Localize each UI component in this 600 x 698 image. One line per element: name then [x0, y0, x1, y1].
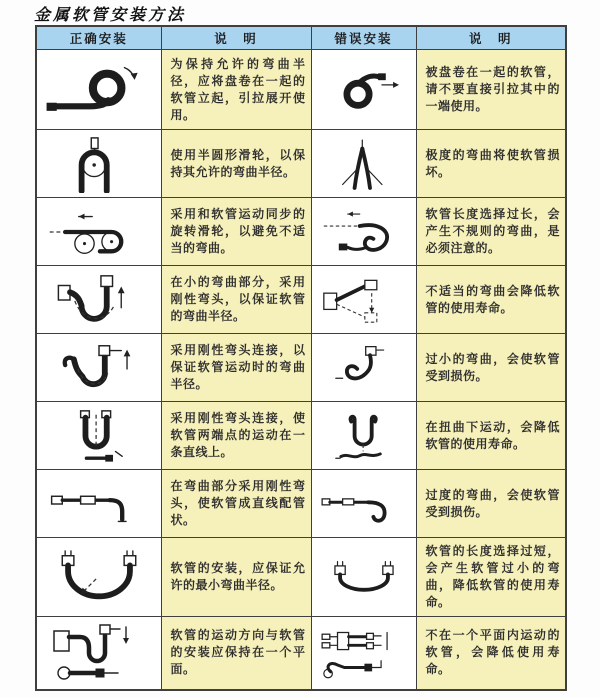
- sharp-v-bend-hose-icon: [311, 266, 416, 334]
- different-planes-hoses-icon: [311, 617, 416, 690]
- one-plane-motion-hose-icon: [36, 617, 161, 690]
- u-hose-rigid-elbows-icon: [36, 266, 161, 334]
- table-row: [36, 334, 566, 402]
- note-correct: 使用半圆形滑轮，以保持其允许的弯曲半径。: [161, 130, 311, 198]
- coiled-hose-pulled-end-icon: [311, 50, 416, 130]
- note-wrong: 过度的弯曲，会使软管受到损伤。: [416, 470, 566, 538]
- header-correct-install: 正确安装: [36, 26, 161, 50]
- note-wrong: 极度的弯曲将使软管损坏。: [416, 130, 566, 198]
- irregular-loop-long-hose-icon: [311, 198, 416, 266]
- u-hose-elbow-connection-icon: [36, 334, 161, 402]
- note-wrong: 软管长度选择过长，会产生不规则的弯曲，是必须注意的。: [416, 198, 566, 266]
- header-explanation-1: 说 明: [161, 26, 311, 50]
- narrow-u-straight-line-icon: [36, 402, 161, 470]
- header-row: [36, 26, 566, 50]
- header-wrong-install: 错误安装: [311, 26, 416, 50]
- shallow-u-short-hose-icon: [311, 538, 416, 617]
- header-explanation-2: 说 明: [416, 26, 566, 50]
- note-wrong: 在扭曲下运动，会降低软管的使用寿命。: [416, 402, 566, 470]
- semicircular-pulley-hose-icon: [36, 130, 161, 198]
- note-correct: 在小的弯曲部分，采用刚性弯头，以保证软管的弯曲半径。: [161, 266, 311, 334]
- overbent-elbow-hose-icon: [311, 470, 416, 538]
- coiled-hose-stood-up-icon: [36, 50, 161, 130]
- table-row: [36, 538, 566, 617]
- note-correct: 软管的安装，应保证允许的最小弯曲半径。: [161, 538, 311, 617]
- table-row: [36, 130, 566, 198]
- note-wrong: 过小的弯曲，会使软管受到损伤。: [416, 334, 566, 402]
- note-correct: 在弯曲部分采用刚性弯头，使软管成直线配管状。: [161, 470, 311, 538]
- table-row: [36, 470, 566, 538]
- table-row: [36, 617, 566, 690]
- note-wrong: 软管的长度选择过短，会产生软管过小的弯曲，降低软管的使用寿命。: [416, 538, 566, 617]
- too-small-loop-hose-icon: [311, 334, 416, 402]
- note-correct: 为保持允许的弯曲半径，应将盘卷在一起的软管立起，引拉展开使用。: [161, 50, 311, 130]
- note-correct: 采用刚性弯头连接，使软管两端点的运动在一条直线上。: [161, 402, 311, 470]
- table-row: [36, 402, 566, 470]
- table-row: [36, 50, 566, 130]
- note-correct: 采用刚性弯头连接，以保证软管运动时的弯曲半径。: [161, 334, 311, 402]
- twisted-u-hose-icon: [311, 402, 416, 470]
- note-correct: 软管的运动方向与软管的安装应保持在一个平面。: [161, 617, 311, 690]
- table-row: [36, 198, 566, 266]
- hose-installation-table: [35, 25, 567, 691]
- sharp-fold-hanging-hose-icon: [311, 130, 416, 198]
- note-wrong: 不在一个平面内运动的软管，会降低使用寿命。: [416, 617, 566, 690]
- wide-u-hose-icon: [36, 538, 161, 617]
- table-row: [36, 266, 566, 334]
- note-wrong: 不适当的弯曲会降低软管的使用寿命。: [416, 266, 566, 334]
- rotating-pulleys-hose-icon: [36, 198, 161, 266]
- page-title: 金属软管安装方法: [34, 5, 187, 24]
- straight-hose-elbow-icon: [36, 470, 161, 538]
- note-wrong: 被盘卷在一起的软管，请不要直接引拉其中的一端使用。: [416, 50, 566, 130]
- note-correct: 采用和软管运动同步的旋转滑轮，以避免不适当的弯曲。: [161, 198, 311, 266]
